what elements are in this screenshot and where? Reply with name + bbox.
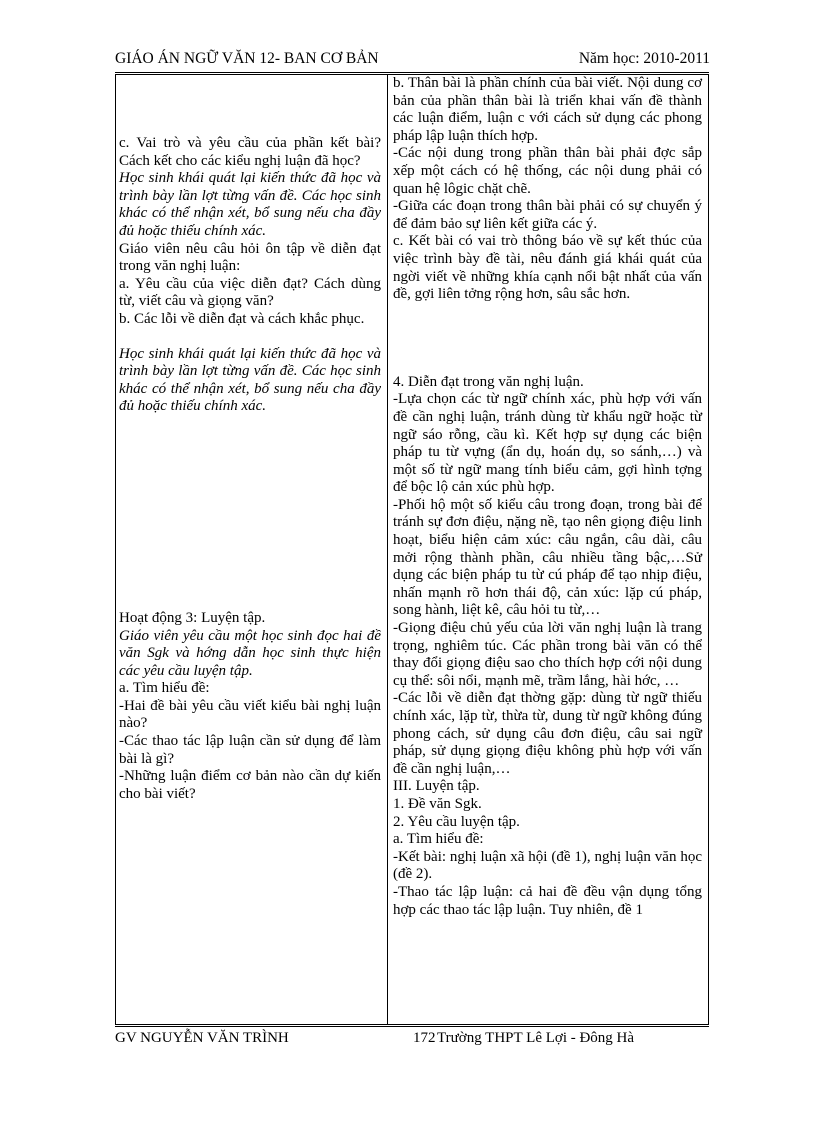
page-header	[115, 50, 710, 74]
body-paragraph: -Giữa các đoạn trong thân bài phải có sự chuyển ý để đảm bảo sự liên kết giữa các ý.	[393, 198, 702, 232]
footer-rule	[115, 1026, 709, 1027]
body-paragraph: -Các lỗi về diễn đạt thờng gặp: dùng từ ngữ thiếu chính xác, lặp từ, thừa từ, dung từ ngữ không đúng phong cách, sử dụng câu đơn điệu, câu sai ngữ pháp, sử dụng giọng điệu không phù hợp với vấn đề cần nghị luận,…	[393, 690, 702, 777]
exercise-question: -Các thao tác lập luận cần sử dụng để làm bài là gì?	[119, 733, 381, 767]
body-paragraph: -Các nội dung trong phần thân bài phải đợc sắp xếp một cách có hệ thống, các nội dung phải có quan hệ lôgic chặt chẽ.	[393, 145, 702, 197]
section-heading: 4. Diễn đạt trong văn nghị luận.	[393, 373, 584, 390]
teacher-name: GV NGUYỄN VĂN TRÌNH	[115, 1030, 289, 1046]
page-number: 172	[413, 1030, 436, 1046]
teacher-prompt: Giáo viên nêu câu hỏi ôn tập về diễn đạt trong văn nghị luận:	[119, 240, 381, 275]
school-year: Năm học: 2010-2011	[578, 50, 710, 67]
list-item: -Thao tác lập luận: cả hai đề đều vận dụng tổng hợp các thao tác lập luận. Tuy nhiên, đề 1	[393, 883, 702, 918]
body-paragraph: -Phối hộ một số kiểu câu trong đoạn, trong bài để tránh sự đơn điệu, nặng nề, tạo nên giọng điệu linh hoạt, biểu hiện cảm xúc: câu ngắn, câu dài, câu mởi rộng thành phần, câu nhiều tầng bậc,…Sử dụng các biện pháp tu từ cú pháp để tạo nhịp điệu, nhấn mạnh rõ hơn thái độ, cản xúc: lặp cú pháp, song hành, liệt kê, câu hỏi tu từ,…	[393, 496, 702, 619]
teacher-instruction: Giáo viên yêu cầu một học sinh đọc hai đề văn Sgk và hớng dẫn học sinh thực hiện các yêu cầu luyện tập.	[119, 627, 381, 679]
errors-question: b. Các lỗi về diễn đạt và cách khắc phục.	[119, 310, 365, 327]
student-task: Học sinh khái quát lại kiến thức đã học và trình bày lần lợt từng vấn đề. Các học sinh khác có thể nhận xét, bổ sung nếu cha đầy đủ hoặc thiếu chính xác.	[119, 345, 381, 415]
expression-question: a. Yêu cầu của việc diễn đạt? Cách dùng từ, viết câu và giọng văn?	[119, 275, 381, 310]
exercise-question: -Những luận điểm cơ bản nào cần dự kiến cho bài viết?	[119, 768, 381, 802]
list-item: 1. Đề văn Sgk.	[393, 795, 482, 812]
activity-3-heading: Hoạt động 3: Luyện tập.	[119, 609, 266, 626]
list-item: a. Tìm hiểu đề:	[393, 831, 484, 848]
lesson-table	[115, 74, 709, 1025]
school-name: Trường THPT Lê Lợi - Đông Hà	[437, 1030, 635, 1046]
conclusion-paragraph: c. Kết bài có vai trò thông báo về sự kết thúc của việc trình bày đề tài, nêu đánh giá khái quát của ngời viết về những khía cạnh nổi bật nhất của vấn đề, gợi liên tởng rộng hơn, sâu sắc hơn.	[393, 233, 702, 303]
teacher-student-column	[119, 75, 381, 803]
content-column	[393, 75, 702, 919]
analysis-heading: a. Tìm hiểu đề:	[119, 680, 210, 697]
student-task: Học sinh khái quát lại kiến thức đã học và trình bày lần lợt từng vấn đề. Các học sinh khác có thể nhận xét, bổ sung nếu cha đầy đủ hoặc thiếu chính xác.	[119, 170, 381, 239]
column-divider	[387, 75, 388, 1024]
conclusion-question: c. Vai trò và yêu cầu của phần kết bài? Cách kết cho các kiểu nghị luận đã học?	[119, 135, 381, 169]
exercise-question: -Hai đề bài yêu cầu viết kiểu bài nghị luận nào?	[119, 697, 381, 732]
document-title: GIÁO ÁN NGỮ VĂN 12- BAN CƠ BẢN	[115, 50, 379, 67]
body-paragraph: -Giọng điệu chủ yếu của lời văn nghị luận là trang trọng, nghiêm túc. Các phần trong bài văn có thể thay đổi giọng điệu sao cho thích hợp cới nội dung cụ thể: sôi nổi, mạnh mẽ, trầm lắng, hài hớc, …	[393, 620, 702, 689]
body-paragraph: b. Thân bài là phần chính của bài viết. Nội dung cơ bản của phần thân bài là triển khai vấn đề thành các luận điểm, luận c với cách sử dụng các phong pháp lập luận thích hợp.	[393, 75, 702, 144]
list-item: 2. Yêu cầu luyện tập.	[393, 813, 520, 830]
list-item: -Kết bài: nghị luận xã hội (đề 1), nghị luận văn học (đề 2).	[393, 848, 702, 883]
section-heading: III. Luyện tập.	[393, 778, 480, 795]
header-rule	[115, 72, 709, 73]
body-paragraph: -Lựa chọn các từ ngữ chính xác, phù hợp với vấn đề cần nghị luận, tránh dùng từ khẩu ngữ hoặc từ ngữ sáo rỗng, cầu kì. Kết hợp sự dụng các biện pháp tu từ vựng (ẩn dụ, hoán dụ, so sánh,…) và một số từ ngữ mang tính biểu cảm, gợi hình tợng để bộc lộ cản xúc phù hợp.	[393, 391, 702, 496]
